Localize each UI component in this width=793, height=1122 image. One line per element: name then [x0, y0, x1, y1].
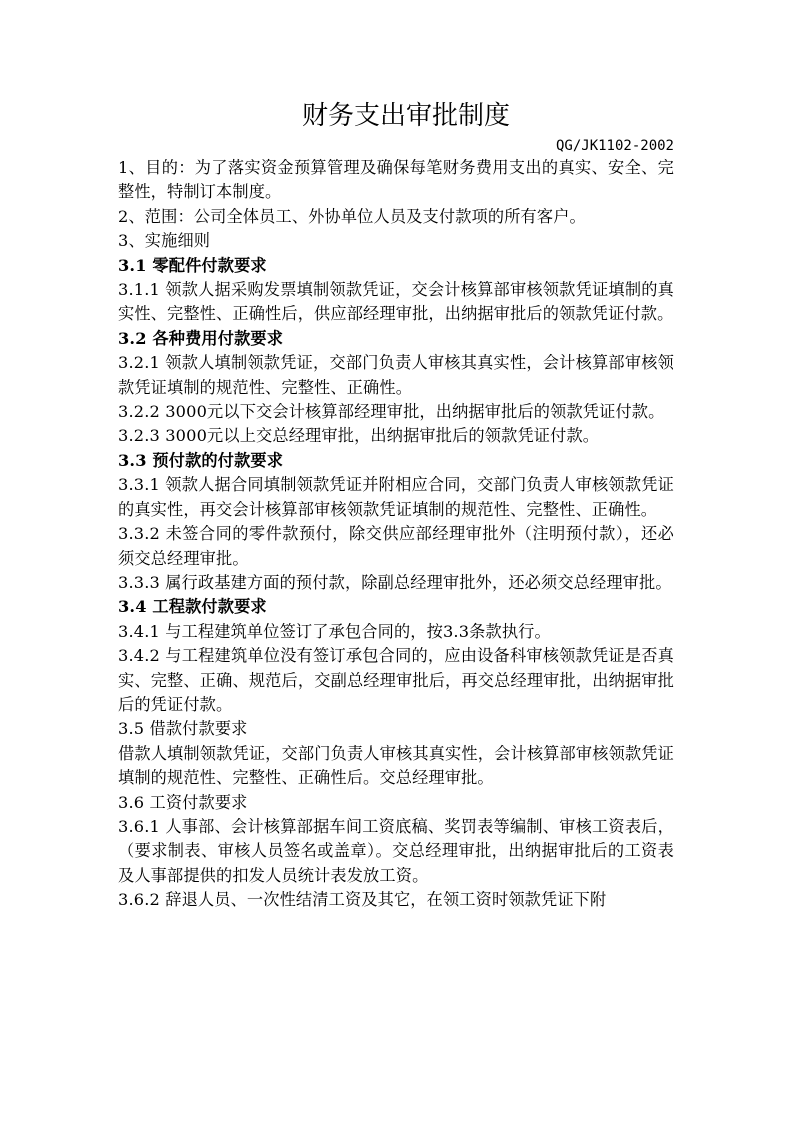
paragraph: 3.1.1 领款人据采购发票填制领款凭证，交会计核算部审核领款凭证填制的真实性、完整性、正确性后，供应部经理审批，出纳据审批后的领款凭证付款。 — [118, 280, 674, 324]
paragraph: 3.2.1 领款人填制领款凭证，交部门负责人审核其真实性，会计核算部审核领款凭证填制的规范性、完整性、正确性。 — [118, 353, 674, 397]
paragraph: 3.6 工资付款要求 — [118, 792, 248, 812]
paragraph: 3.6.1 人事部、会计核算部据车间工资底稿、奖罚表等编制、审核工资表后，（要求制表、审核人员签名或盖章）。交总经理审批，出纳据审批后的工资表及人事部提供的扣发人员统计表发放工资。 — [118, 816, 674, 885]
section-heading: 3.3 预付款的付款要求 — [118, 450, 284, 470]
paragraph: 3.3.1 领款人据合同填制领款凭证并附相应合同，交部门负责人审核领款凭证的真实性，再交会计核算部审核领款凭证填制的规范性、完整性、正确性。 — [118, 475, 674, 519]
section-heading: 3.2 各种费用付款要求 — [118, 328, 284, 348]
section-heading: 3.1 零配件付款要求 — [118, 255, 267, 275]
document-code: QG/JK1102-2002 — [555, 138, 674, 154]
paragraph: 3.2.2 3000元以下交会计核算部经理审批，出纳据审批后的领款凭证付款。 — [118, 402, 665, 422]
paragraph: 3.2.3 3000元以上交总经理审批，出纳据审批后的领款凭证付款。 — [118, 426, 600, 446]
paragraph: 1、目的：为了落实资金预算管理及确保每笔财务费用支出的真实、安全、完整性，特制订本制度。 — [118, 158, 674, 202]
paragraph: 3.3.3 属行政基建方面的预付款，除副总经理审批外，还必须交总经理审批。 — [118, 572, 672, 592]
paragraph: 3.3.2 未签合同的零件款预付，除交供应部经理审批外（注明预付款），还必须交总经理审批。 — [118, 524, 674, 568]
paragraph: 3.4.1 与工程建筑单位签订了承包合同的，按3.3条款执行。 — [118, 621, 551, 641]
document-page — [118, 96, 674, 913]
document-title: 财务支出审批制度 — [301, 101, 510, 131]
paragraph: 3.6.2 辞退人员、一次性结清工资及其它，在领工资时领款凭证下附 — [118, 890, 607, 910]
paragraph: 2、范围：公司全体员工、外协单位人员及支付款项的所有客户。 — [118, 206, 586, 226]
document-body — [118, 156, 674, 913]
paragraph: 3.4.2 与工程建筑单位没有签订承包合同的，应由设备科审核领款凭证是否真实、完整、正确、规范后，交副总经理审批后，再交总经理审批，出纳据审批后的凭证付款。 — [118, 646, 674, 714]
paragraph: 3、实施细则 — [118, 231, 211, 251]
section-heading: 3.4 工程款付款要求 — [118, 597, 267, 617]
paragraph: 借款人填制领款凭证，交部门负责人审核其真实性，会计核算部审核领款凭证填制的规范性、完整性、正确性后。交总经理审批。 — [118, 743, 674, 788]
paragraph: 3.5 借款付款要求 — [118, 719, 248, 739]
